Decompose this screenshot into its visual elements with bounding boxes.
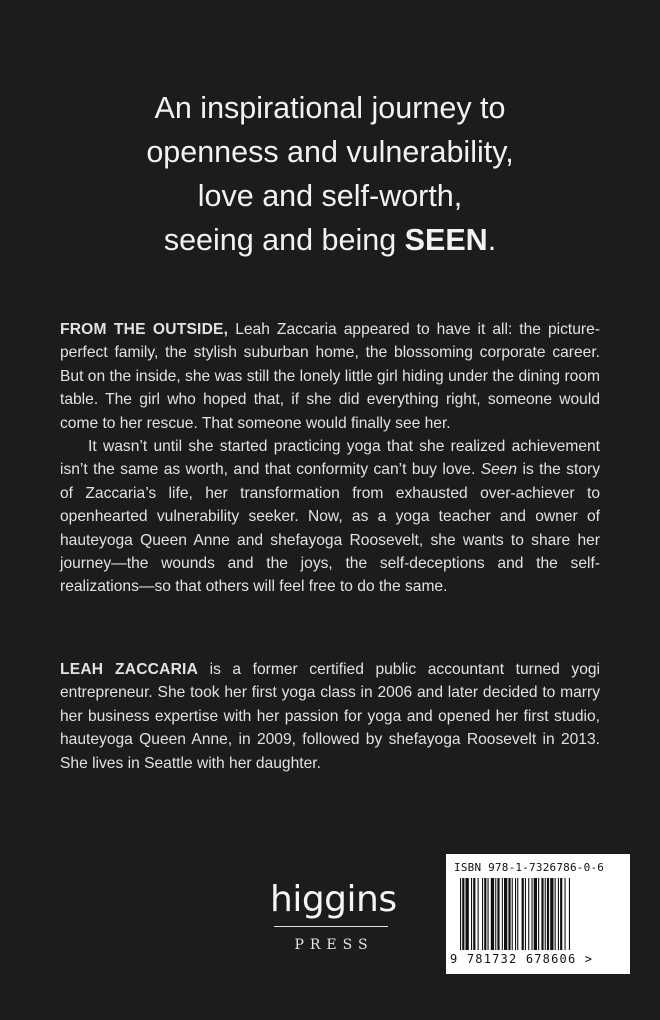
book-description	[60, 318, 600, 599]
author-bio	[60, 658, 600, 775]
description-lead-in: FROM THE OUTSIDE,	[60, 321, 229, 338]
description-paragraph-2-start: It wasn’t until she started practicing yoga that she realized achievement isn’t the same as worth, and that conformity can’t buy love.	[60, 438, 600, 479]
barcode-digits: 9 781732 678606 >	[450, 952, 594, 966]
author-bio-text: is a former certified public accountant turned yogi entrepreneur. She took her first yoga class in 2006 and later decided to marry her business expertise with her passion for yoga and opened her first studio, hauteyoga Queen Anne, in 2009, followed by shefayoga Roosevelt in 2013. She lives in Seattle with her daughter.	[60, 661, 600, 772]
barcode-bar	[532, 878, 533, 950]
barcode-bar	[560, 878, 562, 950]
barcode-bar	[488, 878, 489, 950]
tagline-line-4	[0, 218, 660, 262]
tagline-line-1: An inspirational journey to	[154, 91, 506, 125]
barcode-bar	[517, 878, 518, 950]
barcode-bar	[491, 878, 494, 950]
barcode-bar	[460, 878, 461, 950]
author-bio-paragraph	[60, 658, 600, 775]
tagline-line-2: openness and vulnerability,	[146, 135, 514, 169]
book-title-italic: Seen	[480, 461, 518, 479]
barcode-bar	[502, 878, 503, 950]
barcode-bar	[569, 878, 570, 950]
isbn-barcode	[446, 854, 630, 974]
description-paragraph-2-rest: is the story of Zaccaria’s life, her transformation from exhausted over-achiever to openhearted vulnerability seeker. Now, as a yoga teacher and owner of hauteyoga Queen Anne and shefayoga Roosevelt, she wants to share her journey—the wounds and the joys, the self-deceptions and the self-realizations—so that others will feel free to do the same.	[60, 461, 600, 596]
barcode-bar	[482, 878, 483, 950]
barcode-bar	[515, 878, 516, 950]
barcode-bar	[497, 878, 499, 950]
description-paragraph-1-text: Leah Zaccaria appeared to have it all: the picture-perfect family, the stylish suburban home, the blossoming corporate career. But on the inside, she was still the lonely little girl hiding under the dining room table. The girl who hoped that, if she did everything right, someone would come to her rescue. That someone would finally see her.	[60, 321, 600, 432]
barcode-bar	[558, 878, 559, 950]
barcode-bar	[484, 878, 486, 950]
publisher-subtitle: PRESS	[294, 937, 374, 953]
barcode-bar	[508, 878, 510, 950]
tagline-line-4-post: .	[487, 223, 497, 257]
barcode-bar	[504, 878, 507, 950]
barcode-bar	[525, 878, 526, 950]
barcode-bar	[538, 878, 539, 950]
barcode-bar	[534, 878, 537, 950]
barcode-bar	[512, 878, 513, 950]
author-name: LEAH ZACCARIA	[60, 661, 199, 678]
description-paragraph-2	[60, 435, 600, 599]
barcode-bar	[547, 878, 549, 950]
barcode-bar	[545, 878, 546, 950]
barcode-bar	[528, 878, 529, 950]
publisher-name: higgins	[270, 879, 397, 920]
barcode-bar	[541, 878, 543, 950]
barcode-bar	[495, 878, 496, 950]
tagline-line-3: love and self-worth,	[197, 179, 463, 213]
barcode-bar	[478, 878, 479, 950]
publisher-logo	[270, 879, 397, 953]
publisher-divider	[274, 926, 388, 927]
barcode-bars	[460, 878, 616, 950]
description-paragraph-1	[60, 318, 600, 435]
barcode-bar	[555, 878, 556, 950]
barcode-bar	[550, 878, 553, 950]
tagline	[0, 86, 660, 262]
barcode-bar	[565, 878, 566, 950]
barcode-bar	[471, 878, 472, 950]
tagline-seen-emphasis: SEEN	[404, 223, 488, 257]
tagline-line-4-pre: seeing and being	[163, 223, 405, 257]
barcode-bar	[462, 878, 464, 950]
barcode-bar	[473, 878, 475, 950]
isbn-label: ISBN 978-1-7326786-0-6	[454, 861, 605, 874]
barcode-bar	[466, 878, 469, 950]
barcode-bar	[522, 878, 524, 950]
